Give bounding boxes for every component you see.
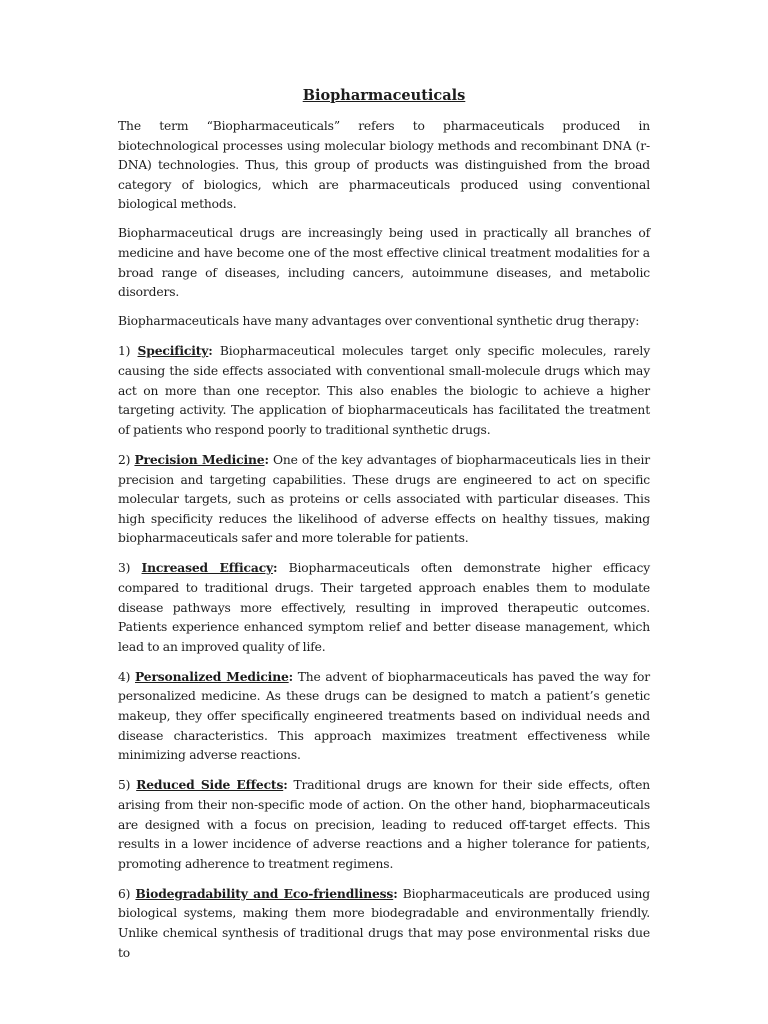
advantage-term: Personalized Medicine: [135, 668, 289, 684]
advantage-number: 6): [118, 886, 131, 901]
advantage-term: Increased Efficacy: [141, 560, 274, 576]
advantage-text: Traditional drugs are known for their side effects, often arising from their non-specific mode of action. On the other hand, biopharmaceuticals are designed with a focus on precision, leading to reduced off-target effects. This results in a lower incidence of adverse reactions and a higher tolerance for patients, promoting adherence to treatment regimens.: [118, 778, 650, 871]
advantage-text: Biopharmaceutical molecules target only specific molecules, rarely causing the side effects associated with conventional small-molecule drugs which may act on more than one receptor. This also enables the biologic to achieve a higher targeting activity. The application of biopharmaceuticals has facilitated the treatment of patients who respond poorly to traditional synthetic drugs.: [118, 344, 650, 437]
document-title: Biopharmaceuticals: [302, 87, 466, 104]
advantage-term: Biodegradability and Eco-friendliness: [135, 885, 394, 901]
advantage-item-biodegradability: 6) Biodegradability and Eco-friendliness: Biopharmaceuticals are produced using biological systems, making them more biodegradable and environmentally friendly. Unlike chemical synthesis of traditional drugs that may pose environmental risks due to: [118, 885, 651, 960]
intro-paragraph: The term “Biopharmaceuticals” refers to pharmaceuticals produced in biotechnological processes using molecular biology methods and recombinant DNA (r-DNA) technologies. Thus, this group of products was distinguished from the broad category of biologics, which are pharmaceuticals produced using conventional biological methods.: [118, 119, 650, 212]
advantage-text: Biopharmaceuticals are produced using biological systems, making them more biodegradable and environmentally friendly. Unlike chemical synthesis of traditional drugs that may pose environmental risks due to: [118, 886, 651, 960]
advantage-number: 4): [118, 669, 131, 684]
advantage-item-specificity: 1) Specificity: Biopharmaceutical molecules target only specific molecules, rarely causing the side effects associated with conventional small-molecule drugs which may act on more than one receptor. This also enables the biologic to achieve a higher targeting activity. The application of biopharmaceuticals has facilitated the treatment of patients who respond poorly to traditional synthetic drugs.: [118, 343, 650, 437]
advantage-item-precision-medicine: 2) Precision Medicine: One of the key advantages of biopharmaceuticals lies in their precision and targeting capabilities. These drugs are engineered to act on specific molecular targets, such as proteins or cells associated with particular diseases. This high specificity reduces the likelihood of adverse effects on healthy tissues, making biopharmaceuticals safer and more tolerable for patients.: [118, 451, 651, 546]
advantage-item-increased-efficacy: 3) Increased Efficacy: Biopharmaceuticals often demonstrate higher efficacy compared to traditional drugs. Their targeted approach enables them to modulate disease pathways more effectively, resulting in improved therapeutic outcomes. Patients experience enhanced symptom relief and better disease management, which lead to an improved quality of life.: [118, 560, 650, 654]
advantage-number: 3): [118, 561, 131, 576]
advantage-number: 2): [118, 452, 131, 467]
advantage-term: Reduced Side Effects: [136, 777, 284, 793]
advantage-number: 1): [118, 344, 131, 359]
advantage-term: Specificity: [137, 343, 209, 359]
advantage-item-reduced-side-effects: 5) Reduced Side Effects: Traditional drugs are known for their side effects, often arising from their non-specific mode of action. On the other hand, biopharmaceuticals are designed with a focus on precision, leading to reduced off-target effects. This results in a lower incidence of adverse reactions and a higher tolerance for patients, promoting adherence to treatment regimens.: [118, 777, 650, 871]
advantage-number: 5): [118, 778, 131, 793]
intro-paragraph: Biopharmaceutical drugs are increasingly being used in practically all branches of medicine and have become one of the most effective clinical treatment modalities for a broad range of diseases, including cancers, autoimmune diseases, and metabolic disorders.: [118, 226, 650, 300]
advantage-text: Biopharmaceuticals often demonstrate higher efficacy compared to traditional drugs. Their targeted approach enables them to modulate disease pathways more effectively, resulting in improved therapeutic outcomes. Patients experience enhanced symptom relief and better disease management, which lead to an improved quality of life.: [118, 561, 650, 654]
advantage-item-personalized-medicine: 4) Personalized Medicine: The advent of biopharmaceuticals has paved the way for personalized medicine. As these drugs can be designed to match a patient’s genetic makeup, they offer specifically engineered treatments based on individual needs and disease characteristics. This approach maximizes treatment effectiveness while minimizing adverse reactions.: [118, 668, 651, 763]
advantage-term: Precision Medicine: [134, 451, 265, 467]
advantage-text: The advent of biopharmaceuticals has paved the way for personalized medicine. As these drugs can be designed to match a patient’s genetic makeup, they offer specifically engineered treatments based on individual needs and disease characteristics. This approach maximizes treatment effectiveness while minimizing adverse reactions.: [118, 669, 651, 763]
advantage-text: One of the key advantages of biopharmaceuticals lies in their precision and targeting capabilities. These drugs are engineered to act on specific molecular targets, such as proteins or cells associated with particular diseases. This high specificity reduces the likelihood of adverse effects on healthy tissues, making biopharmaceuticals safer and more tolerable for patients.: [118, 452, 651, 546]
document-page: [118, 86, 650, 973]
intro-paragraph: Biopharmaceuticals have many advantages over conventional synthetic drug therapy:: [118, 314, 640, 329]
